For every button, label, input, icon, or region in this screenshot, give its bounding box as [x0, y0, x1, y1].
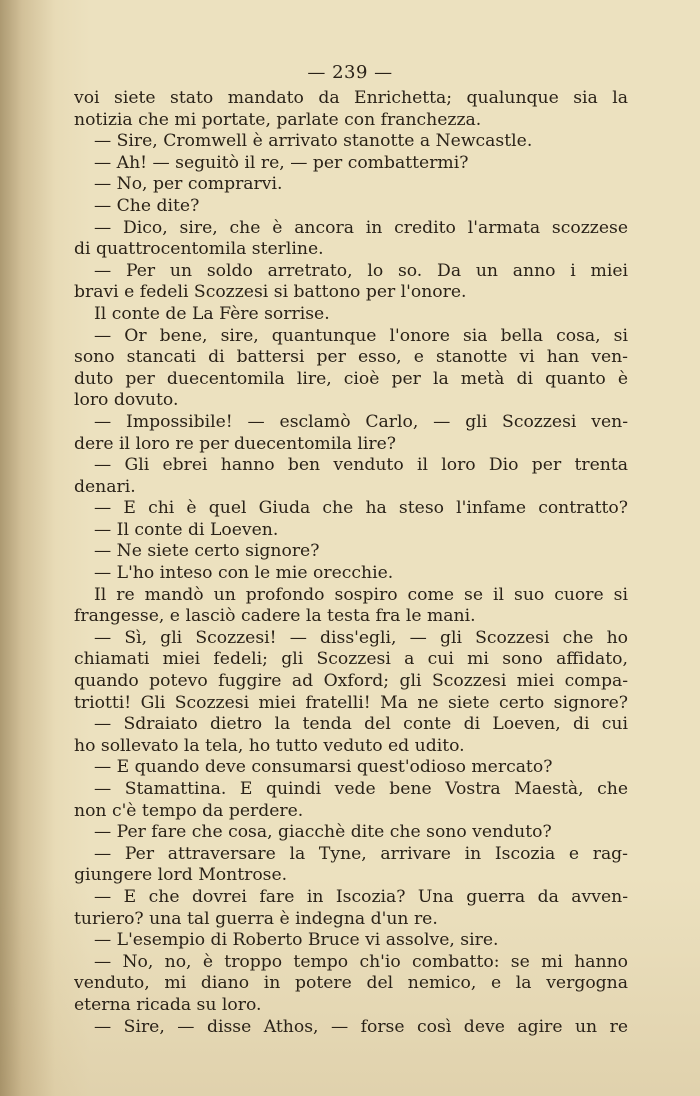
- text-line: — Sire, Cromwell è arrivato stanotte a Newcastle.: [94, 131, 533, 152]
- page-number: — 239 —: [307, 62, 393, 83]
- text-line: sono stancati di battersi per esso, e stanotte vi han ven-: [74, 347, 628, 368]
- text-line: — No, no, è troppo tempo ch'io combatto: se mi hanno: [94, 951, 628, 972]
- text-line: — Per un soldo arretrato, lo so. Da un anno i miei: [94, 260, 628, 281]
- text-line: — L'esempio di Roberto Bruce vi assolve, sire.: [94, 930, 499, 951]
- text-line: quando potevo fuggire ad Oxford; gli Scozzesi miei compa-: [74, 671, 628, 692]
- text-line: triotti! Gli Scozzesi miei fratelli! Ma ne siete certo signore?: [74, 692, 628, 713]
- text-line: — Ah! — seguitò il re, — per combattermi?: [94, 152, 469, 173]
- text-line: — Impossibile! — esclamò Carlo, — gli Scozzesi ven-: [94, 411, 628, 432]
- text-line: — Or bene, sire, quantunque l'onore sia bella cosa, si: [94, 325, 628, 346]
- text-line: ho sollevato la tela, ho tutto veduto ed udito.: [74, 735, 465, 756]
- text-line: — Sì, gli Scozzesi! — diss'egli, — gli Scozzesi che ho: [94, 627, 628, 648]
- text-line: — Per fare che cosa, giacchè dite che sono venduto?: [94, 822, 552, 843]
- text-line: voi siete stato mandato da Enrichetta; qualunque sia la: [74, 88, 628, 108]
- text-line: — Sire, — disse Athos, — forse così deve agire un re: [94, 1016, 628, 1037]
- text-line: duto per duecentomila lire, cioè per la metà di quanto è: [74, 368, 628, 389]
- text-line: — Per attraversare la Tyne, arrivare in Iscozia e rag-: [94, 843, 628, 864]
- text-line: Il re mandò un profondo sospiro come se il suo cuore si: [94, 584, 628, 605]
- text-line: — Gli ebrei hanno ben venduto il loro Dio per trenta: [94, 455, 628, 476]
- text-line: — E che dovrei fare in Iscozia? Una guerra da avven-: [94, 886, 628, 907]
- text-line: — Che dite?: [94, 195, 200, 216]
- text-line: turiero? una tal guerra è indegna d'un re.: [74, 908, 438, 929]
- text-line: giungere lord Montrose.: [74, 865, 288, 886]
- text-line: — No, per comprarvi.: [94, 174, 283, 195]
- text-line: eterna ricada su loro.: [74, 994, 262, 1015]
- text-line: — Dico, sire, che è ancora in credito l'armata scozzese: [94, 217, 628, 238]
- text-line: frangesse, e lasciò cadere la testa fra le mani.: [74, 606, 476, 627]
- body-text: [74, 88, 628, 1038]
- text-line: venduto, mi diano in potere del nemico, e la vergogna: [74, 973, 628, 994]
- text-line: di quattrocentomila sterline.: [74, 239, 324, 260]
- text-line: chiamati miei fedeli; gli Scozzesi a cui mi sono affidato,: [74, 649, 628, 670]
- text-line: — Il conte di Loeven.: [94, 519, 279, 540]
- text-line: bravi e fedeli Scozzesi si battono per l'onore.: [74, 282, 467, 303]
- text-line: — E quando deve consumarsi quest'odioso mercato?: [94, 757, 553, 778]
- text-line: — E chi è quel Giuda che ha steso l'infame contratto?: [94, 498, 628, 519]
- text-line: Il conte de La Fère sorrise.: [94, 303, 330, 324]
- text-line: — Ne siete certo signore?: [94, 541, 320, 562]
- text-line: denari.: [74, 476, 136, 497]
- text-line: — Stamattina. E quindi vede bene Vostra Maestà, che: [94, 779, 628, 799]
- text-line: — L'ho inteso con le mie orecchie.: [94, 563, 394, 584]
- text-line: notizia che mi portate, parlate con franchezza.: [74, 109, 482, 130]
- text-line: — Sdraiato dietro la tenda del conte di Loeven, di cui: [94, 714, 628, 735]
- text-line: non c'è tempo da perdere.: [74, 800, 304, 821]
- text-line: loro dovuto.: [74, 390, 179, 411]
- text-line: dere il loro re per duecentomila lire?: [74, 433, 397, 454]
